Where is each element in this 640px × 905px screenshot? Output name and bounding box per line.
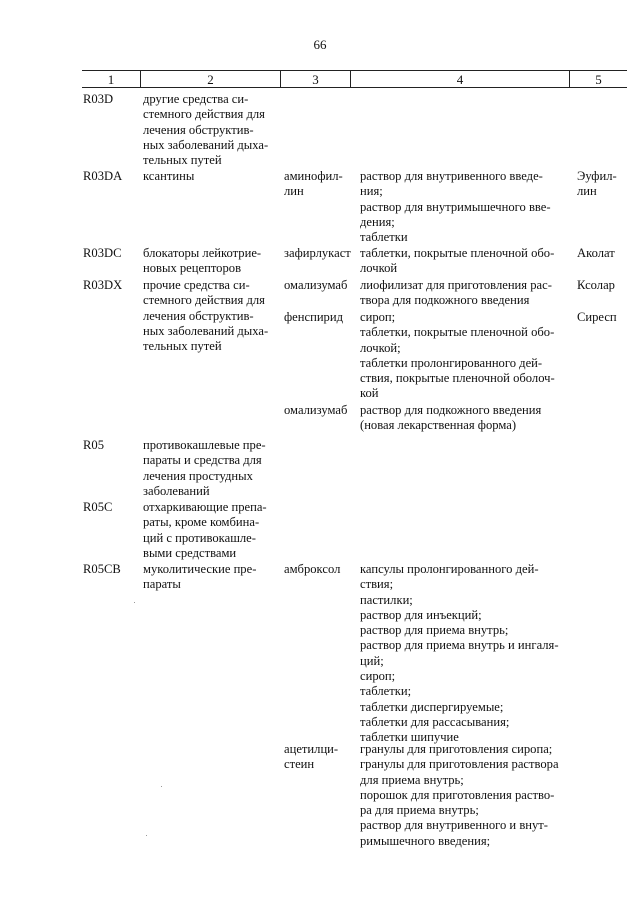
row-group: другие средства си- стемного действия для лечения обструктив- ных заболеваний дыха- тельных путей: [143, 92, 269, 168]
row-code: R03DA: [83, 169, 123, 183]
page-number: 66: [313, 37, 327, 52]
row-substance: фенспирид: [284, 310, 344, 324]
row-substance: амброксол: [284, 562, 341, 576]
row-substance: зафирлукаст: [284, 246, 351, 260]
row-group: блокаторы лейкотрие- новых рецепторов: [143, 246, 262, 276]
header-col-4: 4: [456, 72, 464, 87]
row-form: лиофилизат для приготовления рас- твора для подкожного введения: [360, 278, 552, 308]
row-group: муколитические пре- параты: [143, 562, 257, 592]
row-substance: ацетилци- стеин: [284, 742, 339, 772]
table-header: [82, 70, 627, 88]
row-trade: Аколат: [577, 246, 615, 260]
row-code: R03DC: [83, 246, 122, 260]
row-form: сироп; таблетки, покрытые пленочной обо- лочкой; таблетки пролонгированного дей- ствия, покрытые пленочной оболоч- кой: [360, 310, 555, 401]
row-form: раствор для внутривенного введе- ния; раствор для внутримышечного вве- дения; таблетки: [360, 169, 551, 245]
row-substance: омализумаб: [284, 403, 348, 417]
row-group: противокашлевые пре- параты и средства для лечения простудных заболеваний: [143, 438, 266, 498]
scan-speck: [161, 786, 162, 787]
row-code: R05: [83, 438, 104, 452]
row-trade: Ксолар: [577, 278, 615, 292]
row-code: R05C: [83, 500, 113, 514]
row-substance: омализумаб: [284, 278, 348, 292]
row-trade: Эуфил- лин: [577, 169, 617, 199]
row-group: отхаркивающие препа- раты, кроме комбина- ций с противокашле- выми средствами: [143, 500, 267, 560]
row-code: R03DX: [83, 278, 123, 292]
row-form: гранулы для приготовления сиропа; гранулы для приготовления раствора для приема внутрь; порошок для приготовления раство- ра для приема внутрь; раствор для внутривенного и внут- римышечного введения;: [360, 742, 559, 848]
row-group: прочие средства си- стемного действия для лечения обструктив- ных заболеваний дыха- тельных путей: [143, 278, 269, 354]
row-form: раствор для подкожного введения (новая лекарственная форма): [360, 403, 542, 433]
header-col-5: 5: [595, 72, 602, 87]
row-form: таблетки, покрытые пленочной обо- лочкой: [360, 246, 555, 276]
row-substance: аминофил- лин: [284, 169, 343, 199]
header-col-3: 3: [312, 72, 319, 87]
row-trade: Сиресп: [577, 310, 617, 324]
row-code: R03D: [83, 92, 114, 106]
scan-speck: [134, 602, 135, 603]
scan-speck: [146, 835, 147, 836]
header-col-2: 2: [207, 72, 214, 87]
row-form: капсулы пролонгированного дей- ствия; пастилки; раствор для инъекций; раствор для приема внутрь; раствор для приема внутрь и ингаля- ций; сироп; таблетки; таблетки диспергируемые; таблетки для рассасывания; таблетки шипучие: [360, 562, 559, 745]
row-group: ксантины: [143, 169, 195, 183]
header-col-1: 1: [107, 72, 115, 87]
row-code: R05CB: [83, 562, 121, 576]
